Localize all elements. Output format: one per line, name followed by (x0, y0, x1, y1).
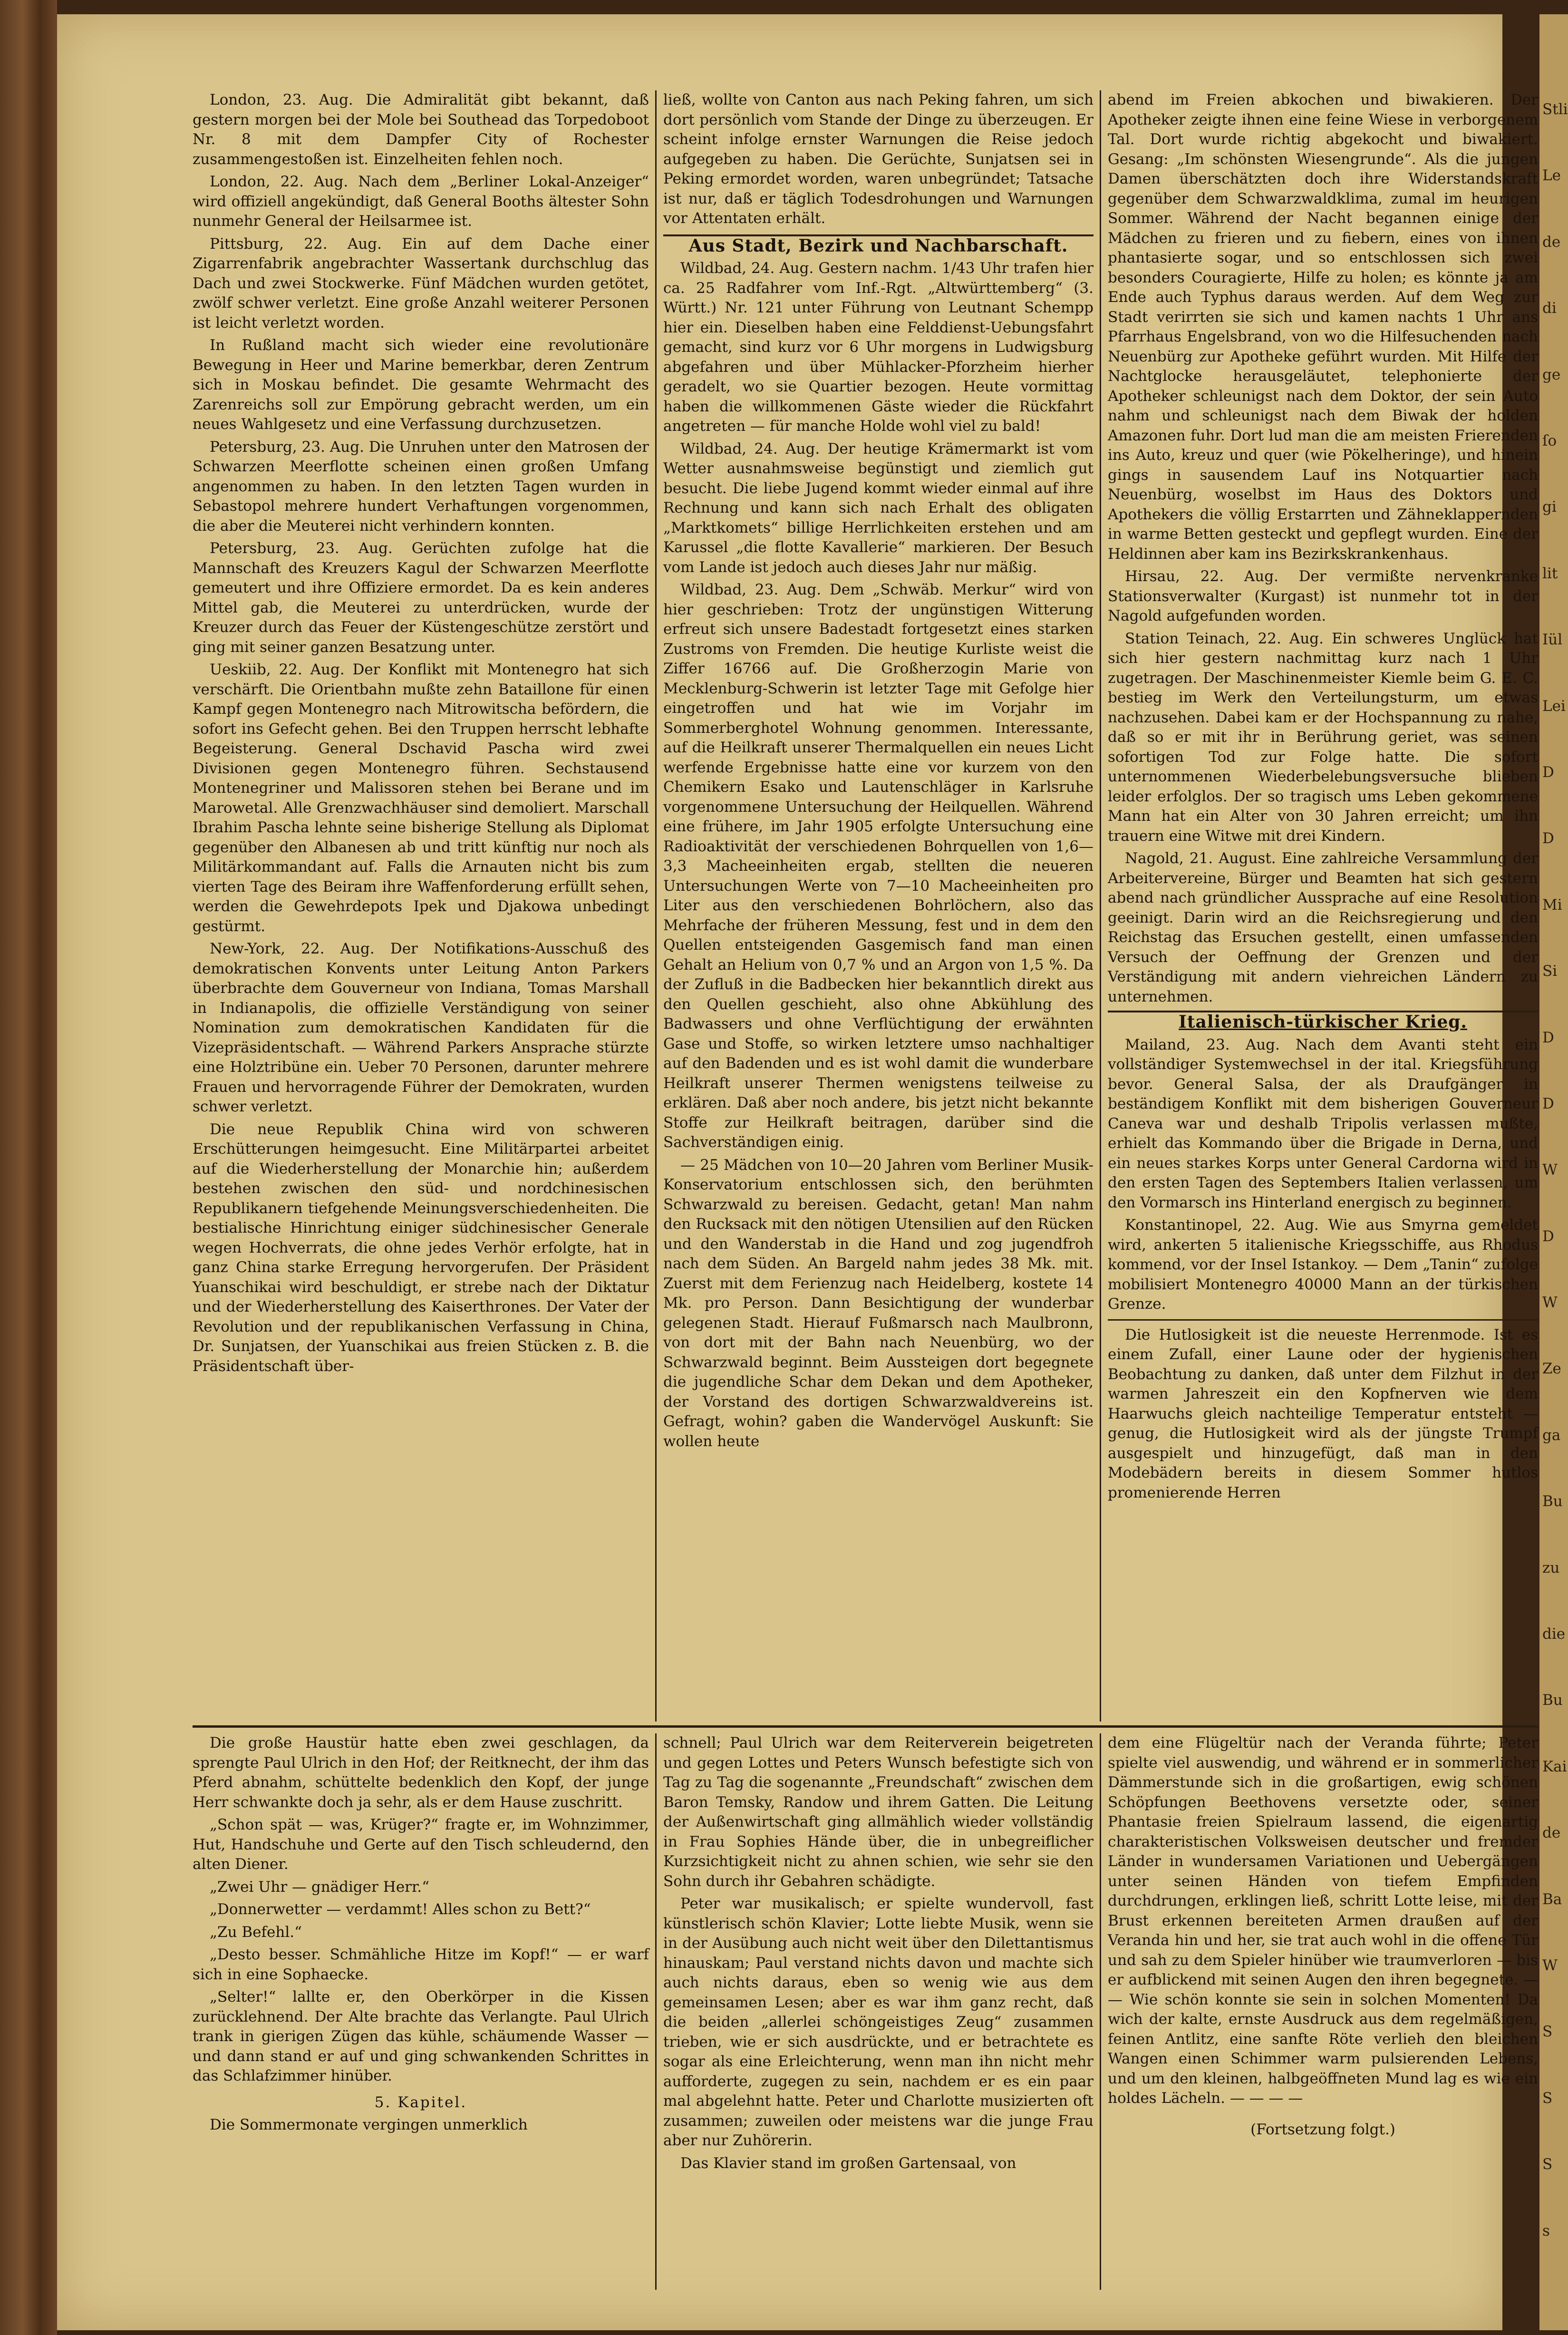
column-rule (1100, 1733, 1101, 2290)
story-paragraph: Peter war musikalisch; er spielte wundervoll, fast künstlerisch schön Klavier; Lotte liebte Musik, wenn sie in der Ausübung auch nicht weit über den Dilettantismus hinauskam; Paul verstand nichts davon und machte sich auch nichts daraus, eben so wenig wie aus dem gemeinsamen Lesen; aber es war ihm ganz recht, daß die beiden „allerlei schöngeistiges Zeug“ zusammen trieben, wie er sich ausdrückte, und er betrachtete es sogar als eine Erleichterung, wenn man ihn nicht mehr aufforderte, zugegen zu sein, nachdem er es ein paar mal abgelehnt hatte. Peter und Charlotte musizierten oft zusammen; zuweilen oder meistens war die junge Frau aber nur Zuhörerin. (663, 1895, 1094, 2149)
news-item: Station Teinach, 22. Aug. Ein schweres Unglück hat sich hier gestern nachmittag kurz nach 1 Uhr zugetragen. Der Maschinenmeister Kiemle beim G. E. C. bestieg im Werk den Verteilungsturm, um etwas nachzusehen. Dabei kam er der Hochspannung zu nahe, daß so er mit ihr in Berührung geriet, was seinen sofortigen Tod zur Folge hatte. Die sofort unternommenen Wiederbelebungsversuche blieben leider erfolglos. Der so tragisch ums Leben gekommene Mann hat ein Alter von 30 Jahren erreicht; um ihn trauern eine Witwe mit drei Kindern. (1108, 630, 1538, 845)
column-rule (655, 1733, 657, 2290)
edge-fragment: lit (1542, 564, 1558, 582)
edge-fragment: zu (1542, 1559, 1560, 1576)
edge-fragment: D (1542, 830, 1554, 847)
edge-fragment: Mi (1542, 896, 1562, 914)
story-paragraph: „Schon spät — was, Krüger?“ fragte er, im Wohnzimmer, Hut, Handschuhe und Gerte auf den Tisch schleudernd, den alten Diener. (193, 1816, 649, 1873)
edge-fragment: ga (1542, 1426, 1561, 1444)
edge-fragment: D (1542, 1029, 1554, 1046)
story-paragraph: „Donnerwetter — verdammt! Alles schon zu Bett?“ (210, 1901, 591, 1918)
news-item: Konstantinopel, 22. Aug. Wie aus Smyrna gemeldet wird, ankerten 5 italienische Kriegsschiffe, aus Rhodus kommend, vor der Insel Istankoy. — Dem „Tanin“ zufolge mobilisiert Montenegro 40000 Mann an der türkischen Grenze. (1108, 1216, 1538, 1313)
news-item: Die Hutlosigkeit ist die neueste Herrenmode. Ist es einem Zufall, einer Laune oder der hygienischen Beobachtung zu danken, daß unter dem Filzhut in der warmen Jahreszeit ein den Kopfnerven wie dem Haarwuchs gleich nachteilige Temperatur entsteht — genug, die Hutlosigkeit wird als der jüngste Trumpf ausgespielt und hinzugefügt, daß man in den Modebädern bereits in diesem Sommer hutlos promenierende Herren (1108, 1326, 1538, 1501)
edge-fragment: Kai (1542, 1758, 1567, 1775)
news-column-1 (193, 90, 649, 1717)
edge-fragment: Si (1542, 963, 1558, 980)
edge-fragment: de (1542, 233, 1561, 251)
local-news-heading: Aus Stadt, Bezirk und Nachbarschaft. (688, 235, 1068, 256)
edge-fragment: Bu (1542, 1692, 1563, 1709)
news-item: Die neue Republik China wird von schweren Erschütterungen heimgesucht. Eine Militärpartei arbeitet auf die Wiederherstellung der Monarchie hin; außerdem bestehen zwischen den süd- und nordchinesischen Republikanern tiefgehende Meinungsverschiedenheiten. Die bestialische Hinrichtung einiger südchinesischer Generale wegen Hochverrats, die ohne jedes Verhör erfolgte, hat in ganz China starke Erregung hervorgerufen. Der Präsident Yuanschikai wird beschuldigt, er strebe nach der Diktatur und der Wiederherstellung des Kaiserthrones. Der Vater der Revolution und der republikanischen Verfassung in China, Dr. Sunjatsen, der Yuanschikai aus freien Stücken z. B. die Präsidentschaft über- (193, 1120, 649, 1375)
feuilleton-rule (193, 1725, 1538, 1728)
newspaper-page (57, 14, 1568, 2330)
story-paragraph: Die Sommermonate vergingen unmerklich (210, 2116, 528, 2133)
edge-fragment: S (1542, 2089, 1553, 2107)
feuilleton-column-2 (663, 1733, 1094, 2290)
news-item-continued: abend im Freien abkochen und biwakieren. Der Apotheker zeigte ihnen eine feine Wiese in verborgenem Tal. Dort wurde richtig abgekocht und biwakiert. Gesang: „Im schönsten Wiesengrunde“. Als die jungen Damen überschätzten doch ihre Widerstandskraft gegenüber dem Schwarzwaldklima, zumal im heurigen Sommer. Während der Nacht begannen einige der Mädchen zu frieren und zu fiebern, eines von ihnen phantasierte sogar, und so entschlossen sich zwei besonders Couragierte, Hilfe zu holen; es könnte ja am Ende auch Typhus daraus werden. Auf dem Weg zur Stadt verirrten sie sich und kamen nachts 1 Uhr ans Pfarrhaus Engelsbrand, von wo die Hilfesuchenden nach Neuenbürg zur Apotheke geführt wurden. Mit Hilfe der Nachtglocke herausgeläutet, telephonierte der Apotheker schleunigst nach dem Doktor, der sein Auto nahm und schleunigst nach dem Biwak der holden Amazonen fuhr. Dort lud man die am meisten Frierenden ins Auto, kreuz und quer (wie Pökelheringe), und hinein gings in sausendem Lauf ins Notquartier nach Neuenbürg, woselbst im Haus des Doktors und Apothekers die völlig Erstarrten und Zähneklappernden in warme Betten gesteckt und gepflegt wurden. Eine der Heldinnen aber kam ins Bezirkskrankenhaus. (1108, 91, 1538, 563)
story-paragraph: „Zu Befehl.“ (210, 1923, 302, 1941)
news-item: Petersburg, 23. Aug. Die Unruhen unter den Matrosen der Schwarzen Meerflotte scheinen einen großen Umfang angenommen zu haben. In den letzten Tagen wurden in Sebastopol mehrere hundert Verhaftungen vorgenommen, die aber die Meuterei nicht verhindern konnten. (193, 438, 649, 535)
news-column-2 (663, 90, 1094, 1717)
edge-fragment: Ze (1542, 1360, 1561, 1378)
edge-fragment: Iül (1542, 631, 1563, 649)
news-item: Ueskiib, 22. Aug. Der Konflikt mit Montenegro hat sich verschärft. Die Orientbahn mußte zehn Bataillone für einen Kampf gegen Montenegro nach Mitrowitscha befördern, die sofort ins Gefecht gehen. Bei den Truppen herrscht lebhafte Begeisterung. General Dschavid Pascha wird zwei Divisionen gegen Montenegro führen. Sechstausend Montenegriner und Malissoren stehen bei Berane und im Marowetal. Alle Grenzwachhäuser sind demoliert. Marschall Ibrahim Pascha lehnte seine bisherige Stellung als Diplomat gegenüber den Albanesen ab und tritt künftig nur noch als Militärkommandant auf. Falls die Arnauten nicht bis zum vierten Tage des Beiram ihre Waffenforderung erfüllt sehen, werden die Gewehrdepots Ipek und Djakowa unbedingt gestürmt. (193, 661, 649, 935)
edge-fragment: D (1542, 1095, 1554, 1112)
book-binding-edge (0, 0, 57, 2335)
edge-fragment: Stli (1542, 101, 1568, 118)
edge-fragment: S (1542, 2023, 1553, 2041)
section-rule (1108, 1319, 1538, 1321)
column-rule (655, 90, 657, 1722)
news-item: Wildbad, 23. Aug. Dem „Schwäb. Merkur“ wird von hier geschrieben: Trotz der ungünstigen Witterung erfreut sich unsere Badestadt fortgesetzt eines starken Zustroms von Fremden. Die heutige Kurliste weist die Ziffer 16766 auf. Die Großherzogin Marie von Mecklenburg-Schwerin ist letzter Tage mit Gefolge hier eingetroffen und hat wie im Vorjahr im Sommerberghotel Wohnung genommen. Interessante, auf die Heilkraft unserer Thermalquellen ein neues Licht werfende Ergebnisse hatte eine vor kurzem von den Chemikern Esako und Lautenschläger in Karlsruhe vorgenommene Untersuchung der Heilquellen. Während eine frühere, im Jahr 1905 erfolgte Untersuchung eine Radioaktivität der verschiedenen Bohrquellen von 1,6—3,3 Macheeinheiten ergab, stellten die neueren Untersuchungen Werte von 7—10 Macheeinheiten pro Liter aus den verschiedenen Bohrlöchern, also das Mehrfache der früheren Messung, fest und in dem den Quellen entsteigenden Gasgemisch fand man einen Gehalt an Helium von 0,7 % und an Argon von 1,5 %. Da der Zufluß in die Badbecken hier bekanntlich direkt aus den Quellen geschieht, also ohne Abkühlung des Badwassers und ohne Verflüchtigung der erwähnten Gase und Stoffe, so wirken letztere umso nachhaltiger auf den Badenden und es ist wohl damit die wunderbare Heilkraft unserer Thermen wenigstens teilweise zu erklären. Daß aber noch andere, bis jetzt nicht bekannte Stoffe zur Heilkraft beitragen, darüber sind die Sachverständigen einig. (663, 581, 1094, 1151)
edge-fragment: gi (1542, 498, 1557, 516)
news-item: Petersburg, 23. Aug. Gerüchten zufolge hat die Mannschaft des Kreuzers Kagul der Schwarzen Meerflotte gemeutert und ihre Offiziere ermordet. Da es kein anderes Mittel gab, die Meuterei zu unterdrücken, wurde der Kreuzer durch das Feuer der Küstengeschütze zerstört und ging mit seiner ganzen Besatzung unter. (193, 540, 649, 656)
war-news-heading: Italienisch-türkischer Krieg. (1179, 1012, 1467, 1032)
feuilleton-column-1 (193, 1733, 649, 2290)
news-item: Hirsau, 22. Aug. Der vermißte nervenkranke Stationsverwalter (Kurgast) ist nunmehr tot in der Nagold aufgefunden worden. (1108, 568, 1538, 624)
news-item: In Rußland macht sich wieder eine revolutionäre Bewegung in Heer und Marine bemerkbar, deren Zentrum sich in Moskau befindet. Die gesamte Wehrmacht des Zarenreichs soll zur Empörung gebracht werden, um ein neues Wahlgesetz und eine Verfassung durchzusetzen. (193, 337, 649, 433)
edge-fragment: s (1542, 2222, 1550, 2239)
story-paragraph: „Desto besser. Schmähliche Hitze im Kopf!“ — er warf sich in eine Sophaecke. (193, 1946, 649, 1983)
edge-fragment: Lei (1542, 697, 1566, 715)
story-paragraph: dem eine Flügeltür nach der Veranda führte; Peter spielte viel auswendig, und während er in sommerlicher Dämmerstunde sich in die großartigen, ewig schönen Schöpfungen Beethovens versetzte oder, seiner Phantasie freien Spielraum lassend, die eigenartig charakteristischen Volksweisen deutscher und fremder Länder in wundersamen Variationen und Uebergängen unter seinen Händen von tiefem Empfinden durchdrungen, erklingen ließ, schritt Lotte leise, mit der Brust erkennen bereiteten Armen draußen auf der Veranda hin und her, sie trat auch wohl in die offene Tür und sah zu dem Spieler hinüber wie traumverloren — bis er aufblickend mit seinen Augen den ihren begegnete. — — Wie schön konnte sie sein in solchen Momenten! Da wich der kalte, ernste Ausdruck aus dem regelmäßigen, feinen Antlitz, eine sanfte Röte verlieh den bleichen Wangen einen Schimmer warm pulsierenden Lebens, und um den kleinen, halbgeöffneten Mund lag es wie ein holdes Lächeln. — — — — (1108, 1734, 1538, 2107)
news-item: New-York, 22. Aug. Der Notifikations-Ausschuß des demokratischen Konvents unter Leitung Anton Parkers überbrachte dem Gouverneur von Indiana, Tomas Marshall in Indianapolis, die offizielle Verständigung von seiner Nomination zum demokratischen Kandidaten für die Vizepräsidentschaft. — Während Parkers Ansprache stürzte eine Holztribüne ein. Ueber 70 Personen, darunter mehrere Frauen und hervorragende Führer der Demokraten, wurden schwer verletzt. (193, 940, 649, 1115)
news-item: Mailand, 23. Aug. Nach dem Avanti steht ein vollständiger Systemwechsel in der ital. Kriegsführung bevor. General Salsa, der als Draufgänger in beständigem Konflikt mit dem bisherigen Gouverneur Caneva war und deshalb Tripolis verlassen mußte, erhielt das Kommando über die Brigade in Derna, und ein neues starkes Korps unter General Cardorna wird in den ersten Tagen des Septembers Italien verlassen, um den Vormarsch ins Hinterland energisch zu beginnen. (1108, 1036, 1538, 1211)
edge-fragment: de (1542, 1824, 1561, 1842)
continued-label: (Fortsetzung folgt.) (1250, 2121, 1395, 2138)
news-item-continued: ließ, wollte von Canton aus nach Peking fahren, um sich dort persönlich vom Stande der Dinge zu überzeugen. Er scheint infolge ernster Warnungen die Reise jedoch aufgegeben zu haben. Die Gerüchte, Sunjatsen sei in Peking ermordet worden, waren unbegründet; Tatsache ist nur, daß er täglich Todesdrohungen und Warnungen vor Attentaten erhält. (663, 91, 1094, 227)
news-item: Wildbad, 24. Aug. Der heutige Krämermarkt ist vom Wetter ausnahmsweise begünstigt und ziemlich gut besucht. Die liebe Jugend kommt wieder einmal auf ihre Rechnung und kann sich nach Erhalt des obligaten „Marktkomets“ billige Herrlichkeiten erstehen und am Karussel „die flotte Kavallerie“ markieren. Der Besuch vom Lande ist jedoch auch dieses Jahr nur mäßig. (663, 440, 1094, 576)
news-item: Wildbad, 24. Aug. Gestern nachm. 1/43 Uhr trafen hier ca. 25 Radfahrer vom Inf.-Rgt. „Altwürttemberg“ (3. Württ.) Nr. 121 unter Führung von Leutnant Schempp hier ein. Dieselben haben eine Felddienst-Uebungsfahrt gemacht, sind kurz vor 6 Uhr morgens in Ludwigsburg abgefahren und über Mühlacker-Pforzheim hierher geradelt, wo sie Quartier bezogen. Heute vormittag haben die willkommenen Gäste wieder die Rückfahrt angetreten — für manche Holde wohl viel zu bald! (663, 260, 1094, 435)
news-item: London, 22. Aug. Nach dem „Berliner Lokal-Anzeiger“ wird offiziell angekündigt, daß General Booths ältester Sohn nunmehr General der Heilsarmee ist. (193, 173, 649, 230)
edge-fragment: W (1542, 1957, 1558, 1975)
feuilleton-column-3 (1108, 1733, 1538, 2290)
story-paragraph: „Selter!“ lallte er, den Oberkörper in die Kissen zurücklehnend. Der Alte brachte das Verlangte. Paul Ulrich trank in gierigen Zügen das kühle, schäumende Wasser — und dann stand er auf und ging schwankenden Schrittes in das Schlafzimmer hinüber. (193, 1988, 649, 2084)
edge-fragment: ge (1542, 366, 1561, 383)
story-paragraph: Das Klavier stand im großen Gartensaal, von (680, 2154, 1016, 2172)
chapter-label: 5. Kapitel. (374, 2093, 467, 2111)
story-paragraph: schnell; Paul Ulrich war dem Reiterverein beigetreten und gegen Lottes und Peters Wunsch befestigte sich von Tag zu Tag die sogenannte „Freundschaft“ zwischen dem Baron Temsky, Randow und ihrem Gatten. Die Leitung der Außenwirtschaft ging allmählich wieder vollständig in Frau Sophies Hände über, die in unbegreiflicher Kurzsichtigkeit nicht zu ahnen schien, wie sehr sie den Sohn durch ihr Gebahren schädigte. (663, 1734, 1094, 1890)
news-item: Pittsburg, 22. Aug. Ein auf dem Dache einer Zigarrenfabrik angebrachter Wassertank durchschlug das Dach und zwei Stockwerke. Fünf Mädchen wurden getötet, zwölf schwer verletzt. Eine große Anzahl weiterer Personen ist leicht verletzt worden. (193, 235, 649, 331)
column-rule (1100, 90, 1101, 1722)
edge-fragment: S (1542, 2156, 1553, 2173)
story-paragraph: „Zwei Uhr — gnädiger Herr.“ (210, 1878, 430, 1896)
next-page-edge (1539, 14, 1568, 2330)
story-paragraph: Die große Haustür hatte eben zwei geschlagen, da sprengte Paul Ulrich in den Hof; der Reitknecht, der ihm das Pferd abnahm, schüttelte bedenklich den Kopf, der junge Herr schwankte doch ja sehr, als er dem Hause zuschritt. (193, 1734, 649, 1811)
edge-fragment: Le (1542, 167, 1561, 185)
edge-fragment: die (1542, 1625, 1566, 1643)
edge-fragment: di (1542, 300, 1557, 317)
edge-fragment: ſo (1542, 432, 1557, 449)
news-item: London, 23. Aug. Die Admiralität gibt bekannt, daß gestern morgen bei der Mole bei Southead das Torpedoboot Nr. 8 mit dem Dampfer City of Rochester zusammengestoßen ist. Einzelheiten fehlen noch. (193, 91, 649, 168)
news-column-3 (1108, 90, 1538, 1717)
edge-fragment: W (1542, 1161, 1558, 1179)
edge-fragment: Ba (1542, 1890, 1562, 1908)
edge-fragment: D (1542, 763, 1554, 781)
edge-fragment: W (1542, 1294, 1558, 1312)
edge-fragment: D (1542, 1227, 1554, 1245)
news-item: Nagold, 21. August. Eine zahlreiche Versammlung der Arbeitervereine, Bürger und Beamten hat sich gestern abend nach gründlicher Aussprache auf eine Resolution geeinigt. Darin wird an die Reichsregierung und den Reichstag das Ersuchen gestellt, einen umfassenden Versuch der Oeffnung der Grenzen und der Verständigung mit andern viehreichen Ländern zu unternehmen. (1108, 850, 1538, 1005)
edge-fragment: Bu (1542, 1493, 1563, 1510)
news-item: — 25 Mädchen von 10—20 Jahren vom Berliner Musik-Konservatorium entschlossen sich, den berühmten Schwarzwald zu bereisen. Gedacht, getan! Man nahm den Rucksack mit den nötigen Utensilien auf den Rücken und den Wanderstab in die Hand und zog jugendfroh nach dem Süden. An Bargeld nahm jedes 38 Mk. mit. Zuerst mit dem Ferienzug nach Heidelberg, kostete 14 Mk. pro Person. Dann Besichtigung der wunderbar gelegenen Stadt. Hierauf Fußmarsch nach Maulbronn, von dort mit der Bahn nach Neuenbürg, wo der Schwarzwald beginnt. Beim Aussteigen dort begegnete die jugendliche Schar dem Dekan und dem Apotheker, der Vorstand des dortigen Schwarzwaldvereins ist. Gefragt, wohin? gaben die Wandervögel Auskunft: Sie wollen heute (663, 1156, 1094, 1450)
